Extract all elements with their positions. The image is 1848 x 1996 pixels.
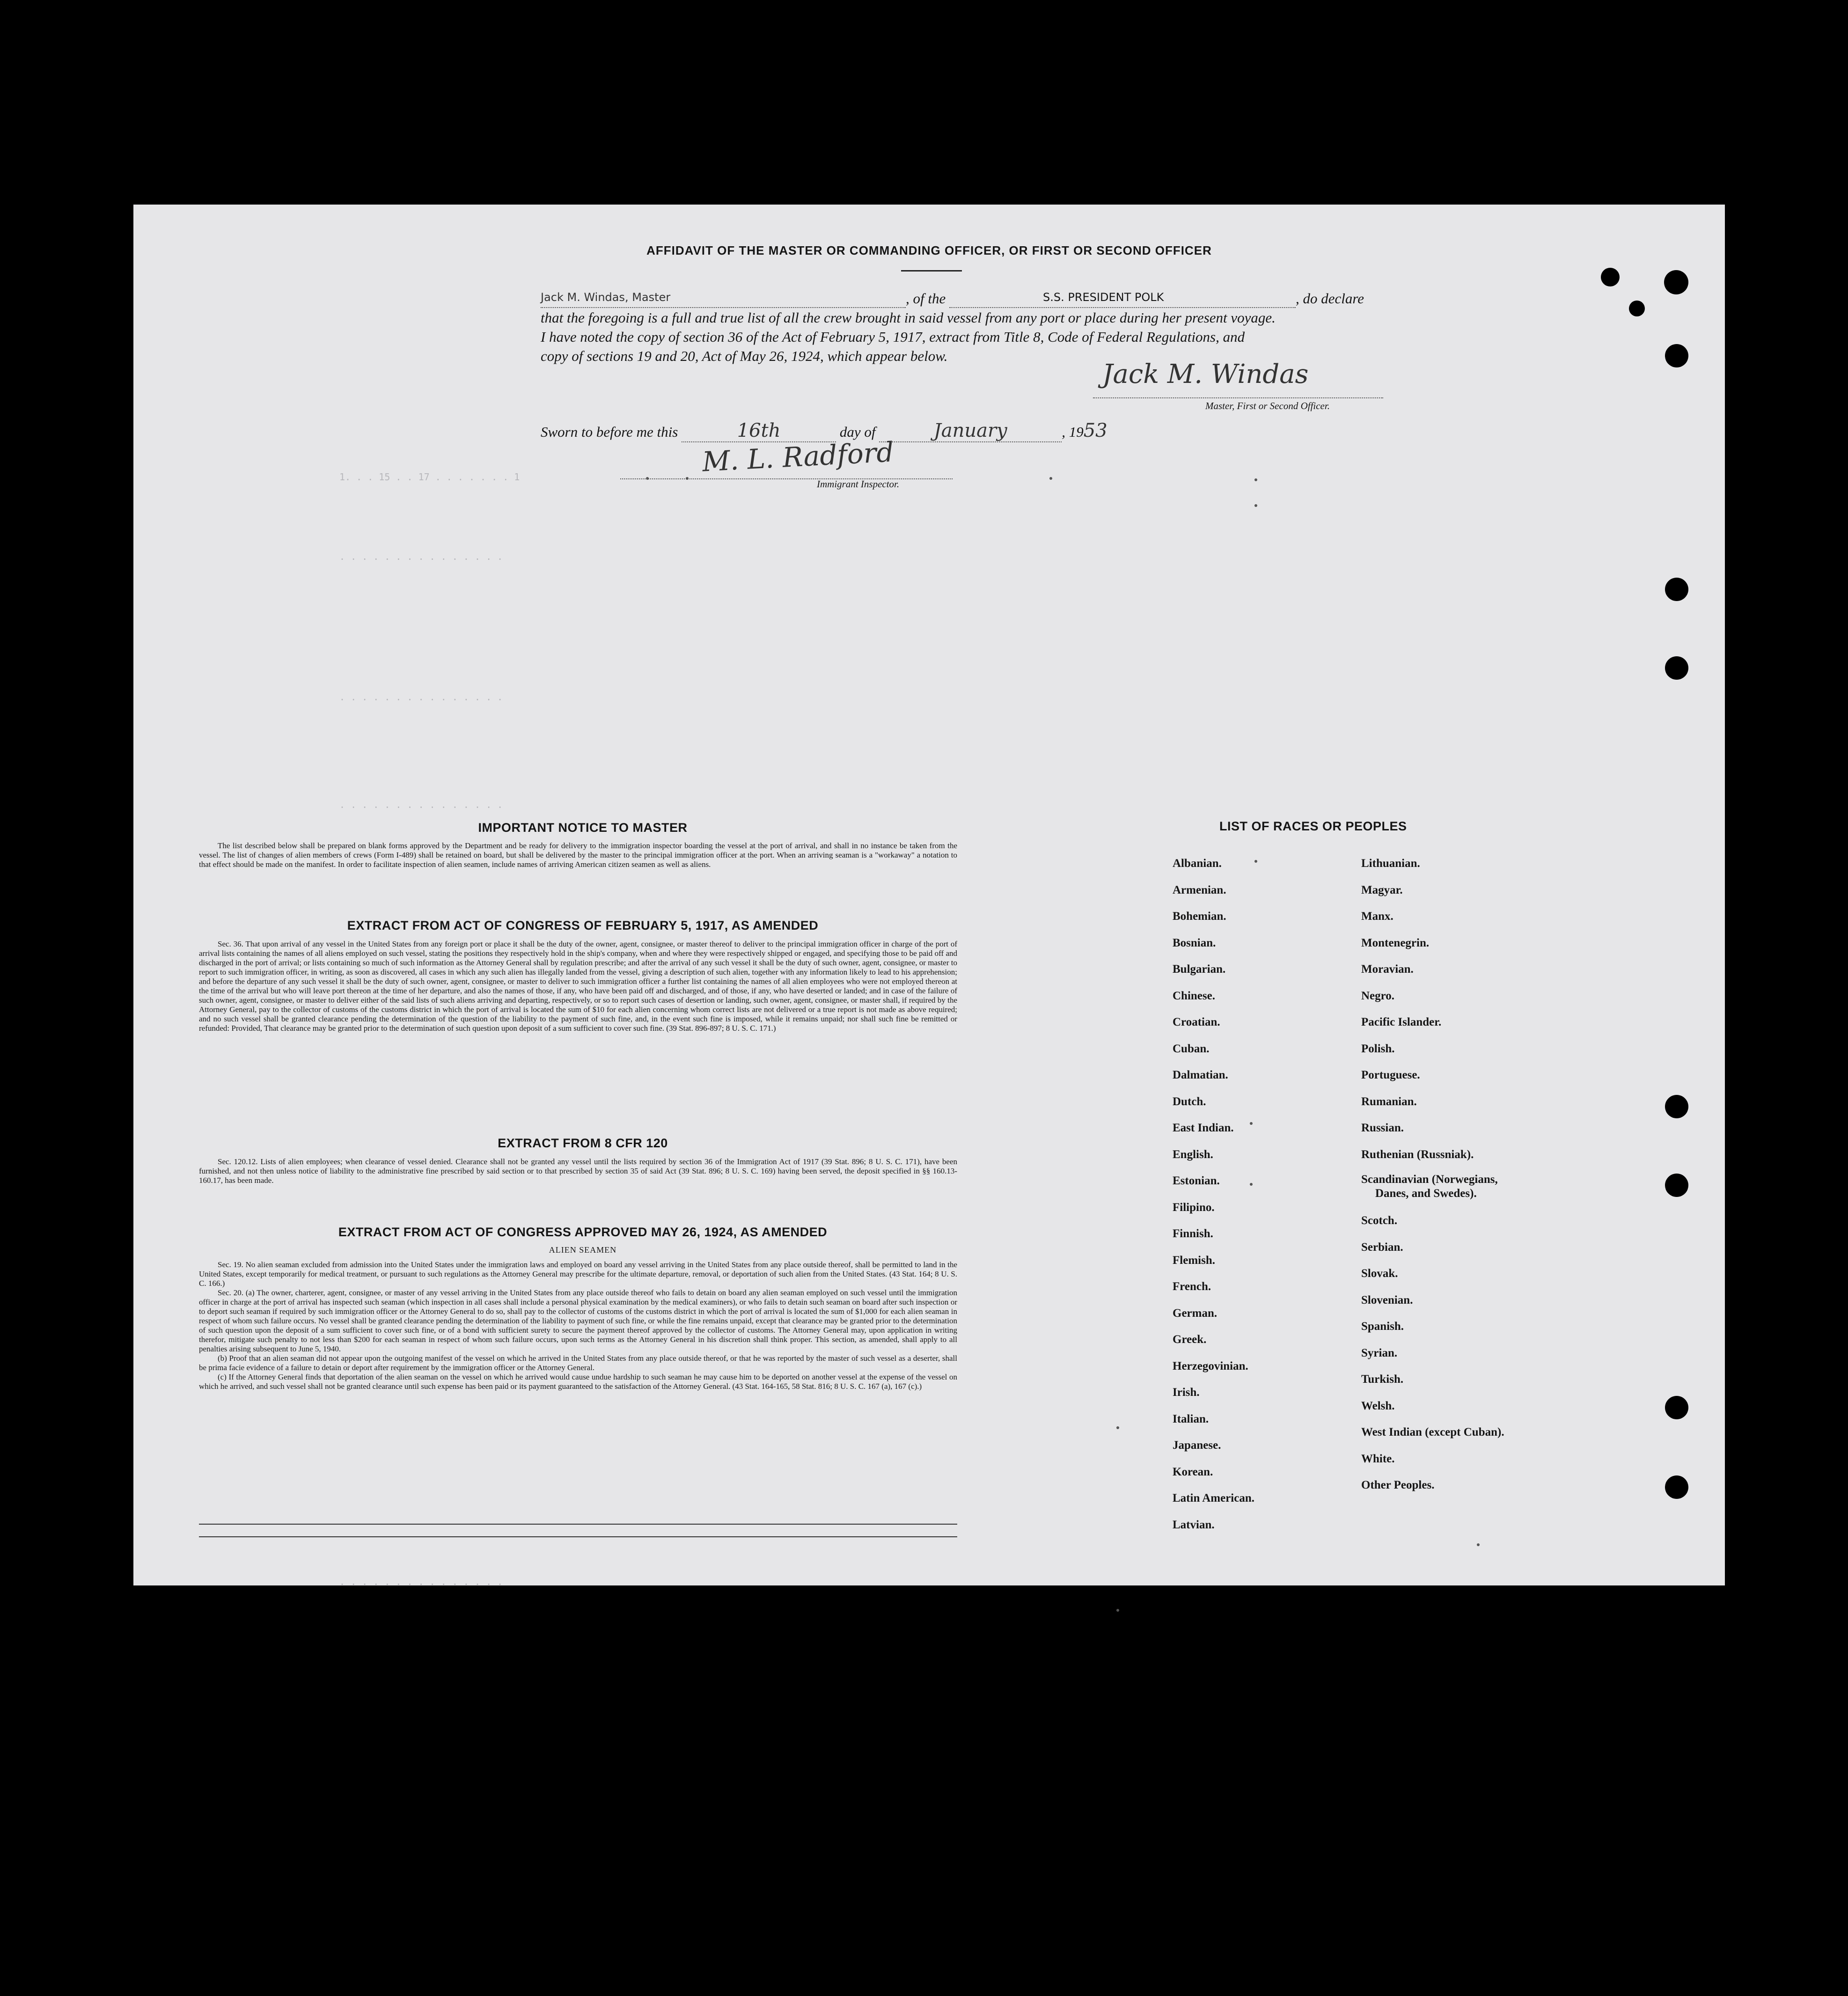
day-of-text: day of <box>839 424 876 440</box>
notice-paragraph: The list described below shall be prepared on blank forms approved by the Department and be ready for delivery to the immigration inspector boarding the vessel at the port of arrival, and shall in no instance be taken from the vessel. The list of changes of alien members of crews (Form I-489) shall be retained on board, but shall be delivered by the master to the principal immigration officer at the port. When an arriving seaman is a "workaway" a notation to that effect should be made on the manifest. In order to facilitate inspection of alien seamen, include names of arriving American citizen seamen as well as aliens. <box>199 841 957 869</box>
race-item: English. <box>1173 1148 1213 1161</box>
race-item: Irish. <box>1173 1386 1200 1399</box>
race-item: Scotch. <box>1361 1214 1398 1227</box>
declaration-line-3: copy of sections 19 and 20, Act of May 26, 1924, which appear below. <box>541 348 948 364</box>
bleed-through: 1. . . 15 . . 17 . . . . . . . 1 <box>339 471 520 483</box>
race-item: Polish. <box>1361 1042 1395 1055</box>
race-item: French. <box>1173 1280 1211 1293</box>
race-item: East Indian. <box>1173 1122 1234 1134</box>
race-item: Cuban. <box>1173 1042 1210 1055</box>
punch-hole <box>1665 1095 1688 1118</box>
sec-20c-paragraph: (c) If the Attorney General finds that deportation of the alien seaman on the vessel on which he arrived would cause undue hardship to such seaman he may cause him to be deported on another vessel at the expense of the vessel on which he arrived, and such vessel shall not be granted clearance until such expense has been paid or its payment guaranteed to the satisfaction of the Attorney General. (43 Stat. 164-165, 58 Stat. 816; 8 U. S. C. 167 (a), 167 (c).) <box>199 1372 957 1391</box>
race-item: White. <box>1361 1452 1395 1465</box>
races-right-column <box>1361 851 1504 1499</box>
sworn-year: 53 <box>1083 420 1107 441</box>
inspector-signature: M. L. Radford <box>701 436 895 478</box>
race-item: Lithuanian. <box>1361 857 1420 870</box>
affidavit-sheet <box>133 205 1725 1585</box>
declaration-line-1: that the foregoing is a full and true list of all the crew brought in said vessel from any port or place during her present voyage. <box>541 309 1276 326</box>
race-item: Turkish. <box>1361 1373 1404 1386</box>
race-item: Korean. <box>1173 1465 1213 1478</box>
race-item: Ruthenian (Russniak). <box>1361 1148 1474 1161</box>
races-title: LIST OF RACES OR PEOPLES <box>1219 819 1407 833</box>
race-item: Armenian. <box>1173 883 1226 896</box>
title-rule <box>901 270 962 272</box>
bleed-through: . . . . . . . . . . . . . . . <box>339 1576 503 1587</box>
race-item: Bosnian. <box>1173 936 1216 949</box>
alien-seamen-subtitle: ALIEN SEAMEN <box>549 1245 617 1255</box>
race-item: Negro. <box>1361 989 1395 1002</box>
races-left-column <box>1173 851 1254 1538</box>
stray-mark <box>1254 478 1257 481</box>
extract-1917-paragraph: Sec. 36. That upon arrival of any vessel in the United States from any foreign port or place it shall be the duty of the owner, agent, consignee, or master thereof to deliver to the principal immigration officer in charge of the port of arrival lists containing the names of all aliens employed on such vessel, stating the positions they respectively hold in the ship's company, when and where they were respectively shipped or engaged, and specifying those to be paid off and discharged in the port of arrival; or lists containing so much of such information as the Attorney General shall by regulation prescribe; and after the arrival of any such vessel it shall be the duty of such owner, agent, consignee, or master to report to such immigration officer, in writing, as soon as discovered, all cases in which any such alien has illegally landed from the vessel, giving a description of such alien, together with any information likely to lead to his apprehension; and before the departure of any such vessel it shall be the duty of such owner, agent, consignee, or master to deliver to such immigration officer a further list containing the names of all alien employees who were not employed thereon at the time of the arrival but who will leave port thereon at the time of her departure, and also the names of those, if any, who have been paid off and discharged, and of those, if any, who have deserted or landed; and in case of the failure of such owner, agent, consignee, or master to deliver either of the said lists of such aliens arriving and departing, respectively, or so to report such cases of desertion or landing, such owner, agent, consignee, or master shall, if required by the Attorney General, pay to the collector of customs of the customs district in which the port of arrival is located the sum of $10 for each alien concerning whom correct lists are not delivered or a true report is not made as above required; and no such vessel shall be granted clearance pending the determination of the question of the liability to the payment of such fine, and, in the event such fine is imposed, while it remains unpaid; nor shall such fine be remitted or refunded: Provided, That clearance may be granted prior to the determination of such question upon deposit of a sum sufficient to cover such fine. (39 Stat. 896-897; 8 U. S. C. 171.) <box>199 939 957 1033</box>
year-prefix: , 19 <box>1062 424 1084 440</box>
punch-hole <box>1665 1396 1688 1419</box>
extract-1917-text <box>199 939 957 1033</box>
race-item: Montenegrin. <box>1361 936 1430 949</box>
race-item: Serbian. <box>1361 1240 1403 1254</box>
signature-caption: Master, First or Second Officer. <box>1205 400 1330 411</box>
bleed-through: . . . . . . . . . . . . . . . <box>339 691 503 703</box>
affidavit-title: AFFIDAVIT OF THE MASTER OR COMMANDING OFFICER, OR FIRST OR SECOND OFFICER <box>646 243 1212 257</box>
races-right-top <box>1361 851 1504 1168</box>
notice-title: IMPORTANT NOTICE TO MASTER <box>478 821 688 835</box>
punch-hole <box>1665 1174 1688 1197</box>
inspector-line <box>620 478 953 479</box>
declaration-first-line <box>541 289 1430 308</box>
race-item: Dalmatian. <box>1173 1069 1228 1081</box>
signature-line <box>1093 397 1383 398</box>
race-item: Pacific Islander. <box>1361 1016 1442 1028</box>
extract-1924-text <box>199 1260 957 1391</box>
race-label: Danes, and Swedes). <box>1375 1187 1477 1200</box>
races-right-bottom <box>1361 1208 1504 1499</box>
stray-mark <box>1116 1426 1119 1429</box>
race-item: Finnish. <box>1173 1227 1213 1240</box>
punch-hole <box>1665 656 1688 680</box>
stray-mark <box>1254 504 1257 507</box>
race-item: German. <box>1173 1306 1217 1320</box>
stray-mark <box>1254 860 1257 863</box>
master-signature: Jack M. Windas <box>1102 359 1309 389</box>
of-the-text: , of the <box>906 290 946 307</box>
extract-1917-title: EXTRACT FROM ACT OF CONGRESS OF FEBRUARY 5, 1917, AS AMENDED <box>347 918 819 932</box>
race-item: West Indian (except Cuban). <box>1361 1426 1504 1438</box>
race-item: Italian. <box>1173 1412 1209 1425</box>
race-item: Latin American. <box>1173 1492 1254 1504</box>
inspector-caption: Immigrant Inspector. <box>817 478 900 490</box>
vessel-name: S.S. PRESIDENT POLK <box>1043 291 1164 304</box>
bottom-rule <box>199 1536 957 1537</box>
race-item: Moravian. <box>1361 963 1414 976</box>
bottom-rule <box>199 1524 957 1525</box>
declaration-line-2: I have noted the copy of section 36 of the Act of February 5, 1917, extract from Title 8, Code of Federal Regulations, and <box>541 329 1245 345</box>
race-item: Bohemian. <box>1173 910 1226 923</box>
race-item: Chinese. <box>1173 989 1215 1002</box>
declaration <box>541 289 1430 366</box>
race-item: Estonian. <box>1173 1174 1220 1187</box>
extract-cfr-title: EXTRACT FROM 8 CFR 120 <box>498 1136 668 1150</box>
notice-text <box>199 841 957 869</box>
race-item: Syrian. <box>1361 1346 1398 1359</box>
stray-mark <box>1116 1609 1119 1612</box>
race-item: Spanish. <box>1361 1320 1404 1333</box>
race-item: Rumanian. <box>1361 1095 1417 1108</box>
race-label: Scandinavian (Norwegians, <box>1361 1173 1498 1186</box>
race-item: Dutch. <box>1173 1095 1206 1108</box>
sec-19-paragraph: Sec. 19. No alien seaman excluded from admission into the United States under the immigration laws and employed on board any vessel arriving in the United States from any place outside thereof, shall be permitted to land in the United States, except temporarily for medical treatment, or pursuant to such regulations as the Attorney General may prescribe for the ultimate departure, removal, or deportation of such alien from the United States. (43 Stat. 164; 8 U. S. C. 166.) <box>199 1260 957 1288</box>
race-item: Albanian. <box>1173 857 1222 870</box>
race-item: Slovenian. <box>1361 1293 1413 1306</box>
sworn-line <box>541 420 1107 442</box>
race-item: Flemish. <box>1173 1254 1215 1267</box>
race-item: Greek. <box>1173 1333 1207 1346</box>
race-item: Slovak. <box>1361 1267 1398 1280</box>
race-item: Croatian. <box>1173 1016 1220 1028</box>
bleed-through: . . . . . . . . . . . . . . . <box>339 551 503 562</box>
race-item: Latvian. <box>1173 1518 1215 1531</box>
race-item: Welsh. <box>1361 1399 1395 1412</box>
punch-hole <box>1629 301 1645 316</box>
race-item: Japanese. <box>1173 1439 1221 1452</box>
punch-hole <box>1665 578 1688 601</box>
sworn-text: Sworn to before me this <box>541 424 678 440</box>
race-item: Filipino. <box>1173 1201 1215 1214</box>
extract-1924-title: EXTRACT FROM ACT OF CONGRESS APPROVED MAY 26, 1924, AS AMENDED <box>338 1225 828 1239</box>
bleed-through: . . . . . . . . . . . . . . . <box>339 799 503 810</box>
master-name: Jack M. Windas, Master <box>541 291 671 304</box>
punch-hole <box>1665 1475 1688 1499</box>
sec-20b-paragraph: (b) Proof that an alien seaman did not appear upon the outgoing manifest of the vessel on which he arrived in the United States from any place outside thereof, or that he was reported by the master of such vessel as a deserter, shall be prima facie evidence of a failure to detain or deport after requirement by the immigration officer or the Attorney General. <box>199 1354 957 1372</box>
race-item: Herzegovinian. <box>1173 1359 1248 1372</box>
sworn-day: 16th <box>737 420 781 441</box>
punch-hole <box>1664 270 1688 294</box>
stray-mark <box>1049 477 1052 480</box>
stray-mark <box>1477 1543 1480 1546</box>
race-item: Other Peoples. <box>1361 1479 1435 1491</box>
extract-cfr-paragraph: Sec. 120.12. Lists of alien employees; when clearance of vessel denied. Clearance shall not be granted any vessel until the lists required by section 36 of the Immigration Act of 1917 (39 Stat. 896; 8 U. S. C. 171), have been furnished, and not then unless notice of liability to the administrative fine prescribed by said section or to that prescribed by section 35 of said Act (39 Stat. 896; 8 U. S. C. 169) having been served, the deposit specified in §§ 160.13-160.17, has been made. <box>199 1157 957 1185</box>
race-item: Russian. <box>1361 1122 1404 1134</box>
extract-cfr-text <box>199 1157 957 1185</box>
punch-hole <box>1601 268 1620 286</box>
race-item: Manx. <box>1361 910 1393 923</box>
race-item: Magyar. <box>1361 883 1403 896</box>
race-item: Bulgarian. <box>1173 963 1226 976</box>
sec-20a-paragraph: Sec. 20. (a) The owner, charterer, agent, consignee, or master of any vessel arriving in the United States from any place outside thereof who fails to detain on board any alien seaman employed on such vessel until the immigration officer in charge at the port of arrival has inspected such seaman (which inspection in all cases shall include a personal physical examination by the medical examiners), or who fails to detain such seaman on board after such inspection or to deport such seaman if required by such immigration officer or the Attorney General to do so, shall pay to the collector of customs of the customs district in which the port of arrival is located the sum of $1,000 for each alien seaman in respect of whom such failure occurs. No vessel shall be granted clearance pending the determination of the liability to payment of such fine, or while the fine remains unpaid, except that clearance may be granted prior to the determination of such question upon the deposit of a sum sufficient to cover such fine, or of a bond with sufficient surety to secure the payment thereof approved by the collector of customs. The Attorney General may, upon application in writing therefor, mitigate such penalty to not less than $200 for each seaman in respect of whom such failure occurs, upon such terms as the Attorney General in his discretion shall think proper. This section, as amended, shall apply to all penalties arising subsequent to June 5, 1940. <box>199 1288 957 1353</box>
punch-hole <box>1665 344 1688 367</box>
do-declare-text: , do declare <box>1296 290 1364 307</box>
sworn-month: January <box>933 420 1007 441</box>
race-item <box>1361 1168 1504 1208</box>
race-item: Portuguese. <box>1361 1069 1420 1081</box>
